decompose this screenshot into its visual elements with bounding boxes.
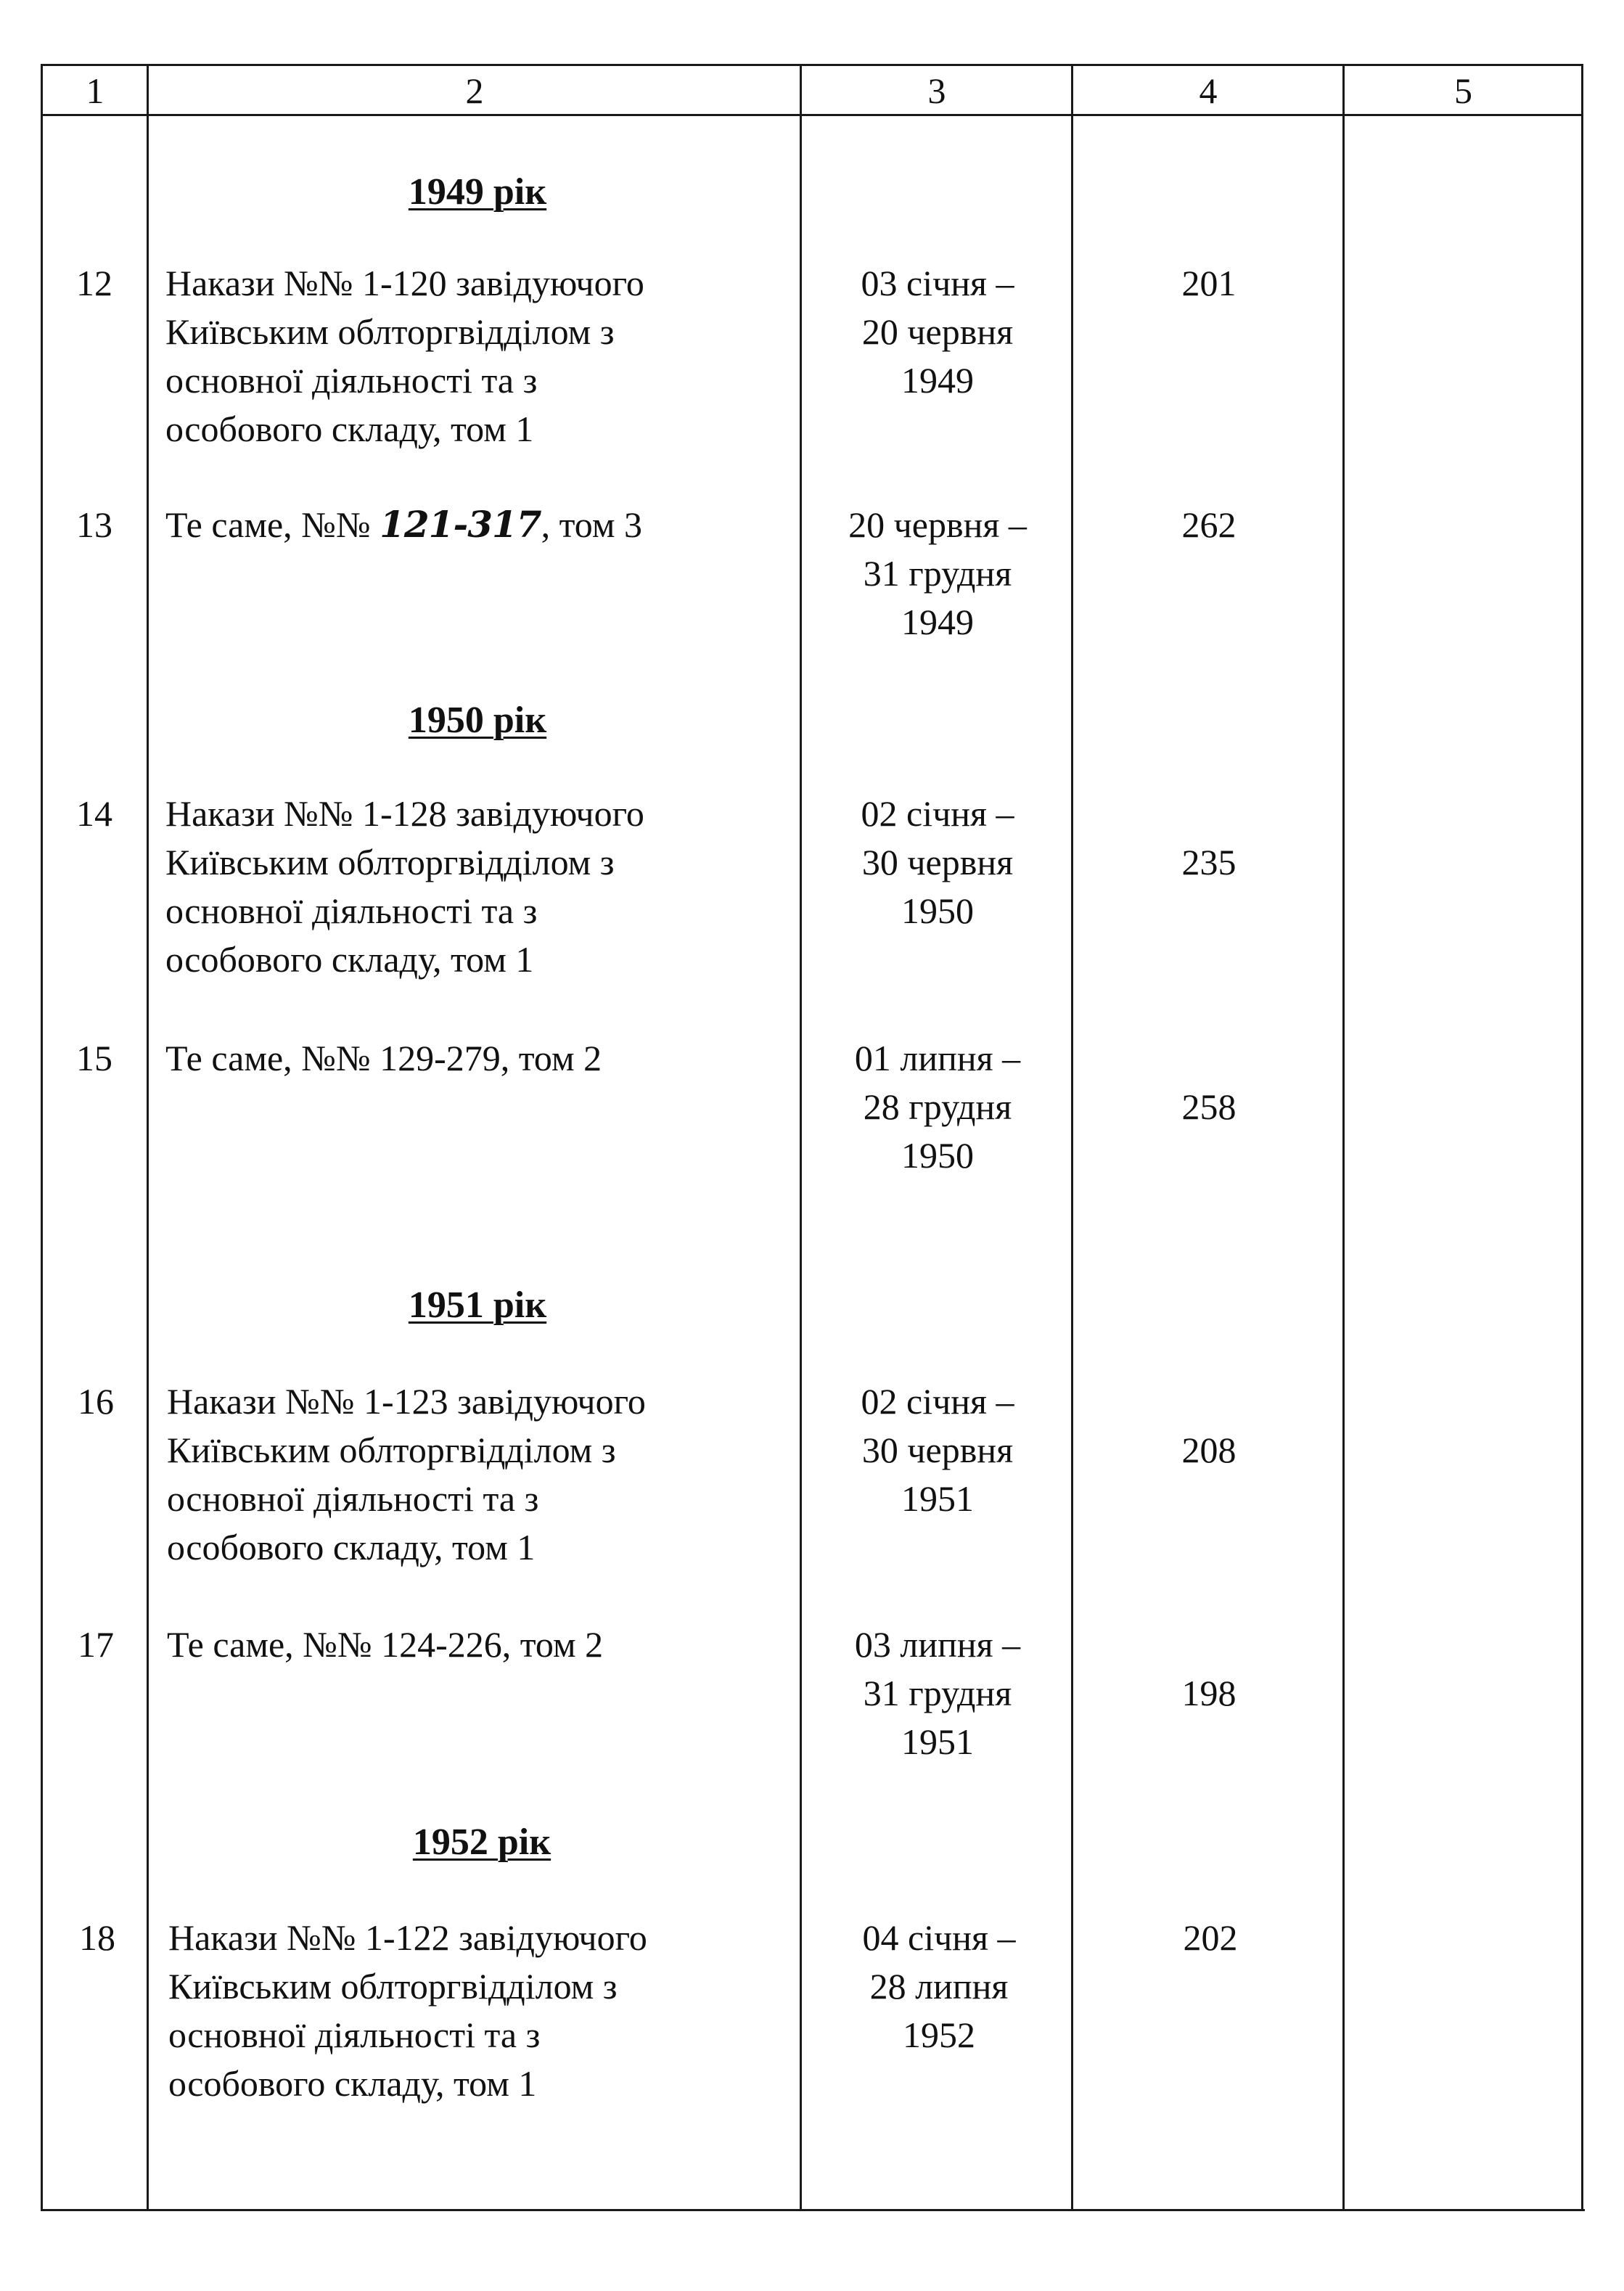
row-description-line: основної діяльності та з <box>165 360 538 401</box>
row-sheet-count: 262 <box>1181 504 1237 545</box>
row-description-line: Те саме, №№ 124-226, том 2 <box>167 1624 604 1665</box>
row-description-line: основної діяльності та з <box>167 1478 539 1519</box>
year-heading-1949: 1949 рік <box>408 171 547 213</box>
row-number-12: 12 <box>76 263 112 303</box>
row-dates-line: 03 липня – <box>854 1624 1021 1665</box>
row-dates-line: 04 січня – <box>862 1917 1016 1958</box>
row-dates-line: 1949 <box>901 602 974 642</box>
row-description-line <box>165 501 642 549</box>
row-dates-line: 1949 <box>901 360 974 401</box>
row-description-line: Накази №№ 1-128 завідуючого <box>165 793 644 834</box>
table-right-border <box>1581 64 1583 2211</box>
row-dates-line: 31 грудня <box>863 553 1012 594</box>
year-heading-1951: 1951 рік <box>408 1284 547 1326</box>
row-number-15: 15 <box>76 1038 112 1078</box>
row-number-14: 14 <box>76 793 112 834</box>
row-description-line: основної діяльності та з <box>168 2015 541 2055</box>
row-sheet-count: 198 <box>1181 1673 1237 1713</box>
row-number-17: 17 <box>78 1624 114 1665</box>
row-description-line: Те саме, №№ 129-279, том 2 <box>165 1038 602 1078</box>
row-description-line: основної діяльності та з <box>165 890 538 931</box>
row-number-18: 18 <box>79 1917 115 1958</box>
row-description-line: Київським облторгвідділом з <box>165 311 615 352</box>
row-dates-line: 30 червня <box>861 1430 1014 1470</box>
row-description-line: Накази №№ 1-120 завідуючого <box>165 263 644 303</box>
column-divider-4 <box>1342 64 1345 2211</box>
row-sheet-count: 208 <box>1181 1430 1237 1470</box>
column-header-1: 1 <box>86 70 104 111</box>
column-header-5: 5 <box>1454 70 1472 111</box>
row-dates-line: 1950 <box>901 1135 974 1176</box>
column-header-4: 4 <box>1199 70 1218 111</box>
row-description-line: Київським облторгвідділом з <box>165 842 615 882</box>
description-prefix: Те саме, №№ <box>165 504 371 545</box>
row-dates-line: 03 січня – <box>861 263 1014 303</box>
row-description-line: особового складу, том 1 <box>165 409 534 449</box>
row-dates-line: 1951 <box>901 1478 974 1519</box>
row-number-13: 13 <box>76 504 112 545</box>
row-dates-line: 31 грудня <box>863 1673 1012 1713</box>
row-dates-line: 1950 <box>901 890 974 931</box>
row-sheet-count: 258 <box>1181 1086 1237 1127</box>
row-description-line: особового складу, том 1 <box>168 2063 537 2104</box>
table-bottom-border <box>42 2209 1585 2211</box>
description-suffix: , том 3 <box>541 504 642 545</box>
table-left-border <box>41 64 43 2211</box>
row-dates-line: 28 липня <box>869 1966 1009 2007</box>
row-description-line: особового складу, том 1 <box>167 1527 536 1567</box>
row-description-line: Київським облторгвідділом з <box>167 1430 616 1470</box>
row-dates-line: 01 липня – <box>854 1038 1021 1078</box>
row-dates-line: 02 січня – <box>861 1381 1014 1422</box>
row-sheet-count: 201 <box>1181 263 1237 303</box>
row-dates-line: 02 січня – <box>861 793 1014 834</box>
row-dates-line: 1952 <box>903 2015 975 2055</box>
row-dates-line: 30 червня <box>861 842 1014 882</box>
column-divider-1 <box>147 64 149 2211</box>
row-description-line: Накази №№ 1-122 завідуючого <box>168 1917 647 1958</box>
row-dates-line: 1951 <box>901 1721 974 1762</box>
column-header-3: 3 <box>927 70 946 111</box>
row-description-line: Накази №№ 1-123 завідуючого <box>167 1381 646 1422</box>
row-dates-line: 20 червня <box>861 311 1014 352</box>
row-sheet-count: 235 <box>1181 842 1237 882</box>
row-description-line: особового складу, том 1 <box>165 939 534 980</box>
row-number-16: 16 <box>78 1381 114 1422</box>
year-heading-1950: 1950 рік <box>408 700 547 741</box>
handwritten-number-range: 121-317 <box>380 503 541 546</box>
row-sheet-count: 202 <box>1183 1917 1238 1958</box>
row-dates-line: 28 грудня <box>863 1086 1012 1127</box>
row-description-line: Київським облторгвідділом з <box>168 1966 618 2007</box>
column-header-2: 2 <box>465 70 484 111</box>
row-dates-line: 20 червня – <box>848 504 1027 545</box>
year-heading-1952: 1952 рік <box>412 1821 551 1863</box>
